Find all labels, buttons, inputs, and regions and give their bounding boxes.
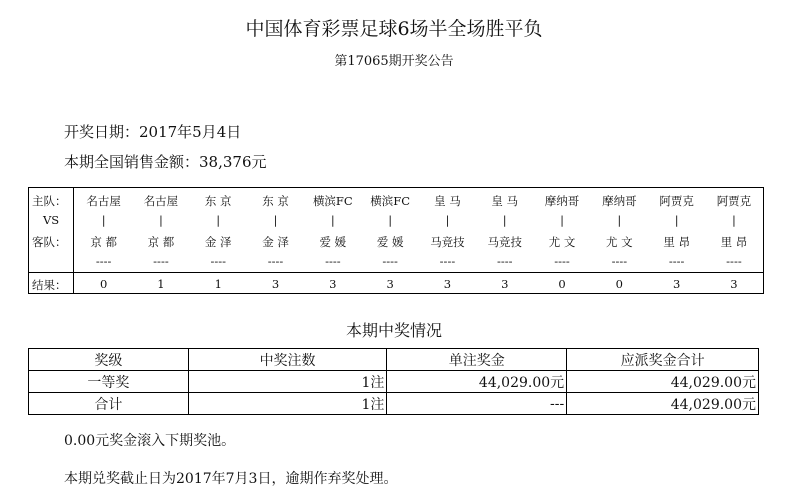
match-result: 3 — [501, 277, 509, 291]
prize-level: 一等奖 — [29, 371, 189, 393]
match-result: 3 — [730, 277, 738, 291]
home-team: 名古屋 — [143, 194, 179, 208]
home-team: 横滨FC — [312, 194, 353, 208]
dash-separator: ---- — [325, 254, 341, 268]
vs-mark: | — [732, 213, 736, 227]
prize-table-header — [29, 349, 759, 371]
label-divider — [73, 188, 74, 293]
vs-mark: | — [445, 213, 450, 227]
away-team: 金 泽 — [204, 235, 232, 249]
issue-subtitle: 第17065期开奖公告 — [334, 54, 454, 69]
dash-separator: ---- — [668, 254, 685, 268]
away-team: 爱 媛 — [376, 235, 404, 249]
dash-separator: ---- — [554, 254, 570, 268]
home-team: 东 京 — [204, 194, 232, 208]
table-row — [29, 393, 759, 415]
draw-date: 开奖日期：2017年5月4日 — [64, 123, 242, 141]
dash-separator: ---- — [153, 254, 169, 268]
deadline-note: 本期兑奖截止日为2017年7月3日，逾期作弃奖处理。 — [64, 471, 398, 487]
away-team: 里 昂 — [720, 235, 748, 249]
away-team-label: 客队： — [32, 235, 67, 249]
dash-separator: ---- — [726, 254, 742, 268]
match-result: 3 — [271, 277, 280, 291]
home-team: 皇 马 — [434, 194, 461, 208]
dash-separator: ---- — [267, 254, 284, 268]
match-result: 3 — [443, 277, 452, 291]
vs-label: VS — [43, 213, 60, 227]
rollover-note: 0.00元奖金滚入下期奖池。 — [64, 433, 236, 449]
match-result: 3 — [386, 277, 394, 291]
vs-mark: | — [502, 213, 507, 227]
match-result: 1 — [214, 277, 222, 291]
dash-separator: ---- — [210, 254, 227, 268]
dash-separator: ---- — [95, 254, 112, 268]
away-team: 马竞技 — [487, 235, 522, 249]
match-result: 3 — [672, 277, 681, 291]
header-prize-per-bet: 单注奖金 — [387, 349, 567, 371]
home-team-label: 主队： — [32, 194, 67, 208]
dash-separator: ---- — [611, 254, 628, 268]
table-row — [29, 371, 759, 393]
match-result: 3 — [329, 277, 337, 291]
prize-per-bet: 44,029.00元 — [387, 371, 567, 393]
winner-count: 1注 — [188, 371, 387, 393]
match-result: 1 — [157, 277, 165, 291]
away-team: 京 都 — [90, 235, 117, 249]
header-level: 奖级 — [29, 349, 189, 371]
vs-mark: | — [388, 213, 393, 227]
dash-separator: ---- — [496, 254, 513, 268]
vs-mark: | — [159, 213, 163, 227]
vs-mark: | — [674, 213, 679, 227]
vs-mark: | — [617, 213, 622, 227]
dash-separator: ---- — [382, 254, 398, 268]
sales-amount: 本期全国销售金额：38,376元 — [64, 153, 267, 171]
vs-mark: | — [560, 213, 564, 227]
home-team: 阿贾克 — [659, 194, 694, 208]
home-team: 阿贾克 — [716, 194, 752, 208]
away-team: 爱 媛 — [319, 235, 347, 249]
match-result: 0 — [558, 277, 566, 291]
match-result: 0 — [615, 277, 623, 291]
prize-section-title: 本期中奖情况 — [345, 321, 442, 340]
match-table — [28, 187, 764, 294]
prize-level: 合计 — [29, 393, 189, 415]
vs-mark: | — [273, 213, 278, 227]
away-team: 尤 文 — [548, 235, 576, 249]
prize-per-bet: --- — [387, 393, 567, 415]
match-result: 0 — [99, 277, 108, 291]
home-team: 皇 马 — [491, 194, 519, 208]
winner-count: 1注 — [188, 393, 387, 415]
vs-mark: | — [330, 213, 335, 227]
result-divider — [29, 272, 763, 273]
page-title: 中国体育彩票足球6场半全场胜平负 — [245, 18, 543, 40]
away-team: 金 泽 — [262, 235, 289, 249]
away-team: 京 都 — [147, 235, 175, 249]
dash-separator: ---- — [439, 254, 456, 268]
total-prize: 44,029.00元 — [567, 393, 759, 415]
home-team: 横滨FC — [370, 194, 411, 208]
vs-mark: | — [101, 213, 106, 227]
away-team: 里 昂 — [663, 235, 690, 249]
header-winners: 中奖注数 — [188, 349, 387, 371]
header-total-prize: 应派奖金合计 — [567, 349, 759, 371]
total-prize: 44,029.00元 — [567, 371, 759, 393]
vs-mark: | — [216, 213, 221, 227]
home-team: 摩纳哥 — [602, 194, 637, 208]
away-team: 尤 文 — [606, 235, 633, 249]
away-team: 马竞技 — [430, 235, 465, 249]
home-team: 名古屋 — [86, 194, 121, 208]
home-team: 东 京 — [262, 194, 289, 208]
result-label: 结果： — [32, 278, 67, 292]
home-team: 摩纳哥 — [544, 194, 580, 208]
prize-table — [28, 348, 759, 415]
